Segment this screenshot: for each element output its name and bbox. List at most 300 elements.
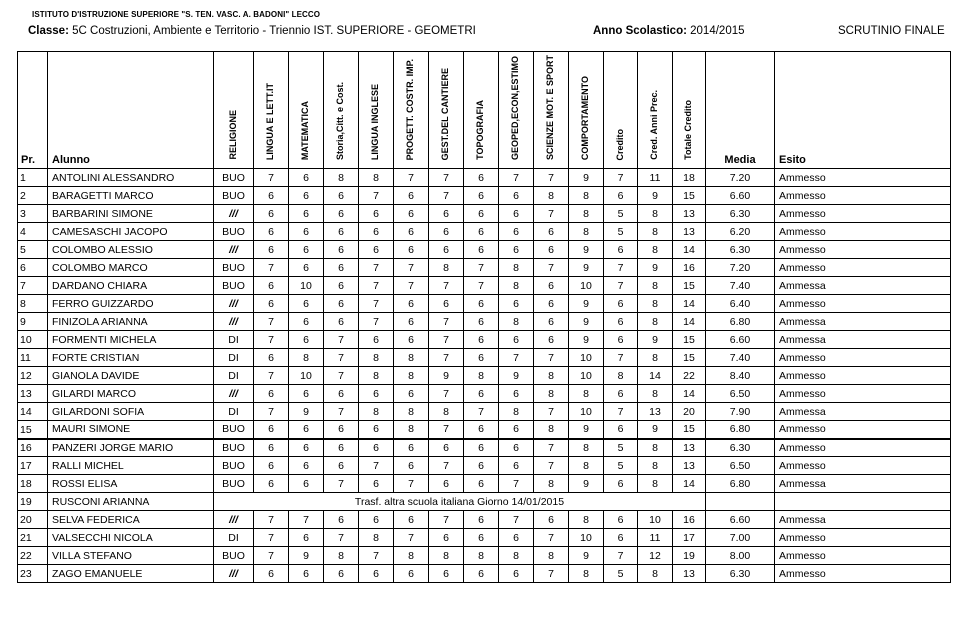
- cell-grade: 8: [289, 349, 324, 367]
- cell-media: 6.80: [706, 475, 775, 493]
- cell-grade: 9: [569, 313, 604, 331]
- cell-cred-anni-prec: 14: [638, 367, 673, 385]
- cell-grade: 8: [569, 439, 604, 457]
- cell-alunno: CAMESASCHI JACOPO: [48, 223, 214, 241]
- cell-religione: BUO: [214, 169, 254, 187]
- cell-grade: 9: [569, 547, 604, 565]
- col-header-pr: Pr.: [18, 52, 48, 169]
- cell-religione: ///: [214, 565, 254, 583]
- cell-grade: 7: [359, 547, 394, 565]
- cell-pr: 12: [18, 367, 48, 385]
- cell-grade: 6: [359, 205, 394, 223]
- cell-grade: 6: [394, 439, 429, 457]
- cell-esito: Ammesso: [775, 187, 951, 205]
- cell-grade: 9: [569, 169, 604, 187]
- cell-cred-anni-prec: 9: [638, 331, 673, 349]
- cell-grade: 6: [324, 241, 359, 259]
- cell-pr: 21: [18, 529, 48, 547]
- cell-grade: 6: [324, 187, 359, 205]
- cell-grade: 7: [534, 529, 569, 547]
- student-row: [18, 421, 951, 439]
- cell-media: 6.20: [706, 223, 775, 241]
- cell-grade: 6: [464, 295, 499, 313]
- cell-cred-anni-prec: 8: [638, 295, 673, 313]
- cell-grade: 7: [324, 367, 359, 385]
- cell-grade: 6: [499, 205, 534, 223]
- cell-grade: 6: [289, 457, 324, 475]
- cell-grade: 6: [324, 421, 359, 439]
- student-row: [18, 259, 951, 277]
- cell-grade: 8: [499, 313, 534, 331]
- cell-credito: 5: [604, 223, 638, 241]
- cell-grade: 6: [324, 313, 359, 331]
- cell-credito: 6: [604, 313, 638, 331]
- cell-grade: 6: [534, 313, 569, 331]
- cell-grade: 8: [394, 421, 429, 439]
- cell-religione: BUO: [214, 439, 254, 457]
- cell-grade: 7: [254, 529, 289, 547]
- cell-grade: 6: [254, 421, 289, 439]
- col-header-geoped: [499, 52, 534, 169]
- cell-grade: 9: [499, 367, 534, 385]
- cell-pr: 1: [18, 169, 48, 187]
- cell-grade: 6: [254, 457, 289, 475]
- cell-grade: 6: [324, 223, 359, 241]
- cell-grade: 7: [394, 169, 429, 187]
- cell-grade: 6: [359, 421, 394, 439]
- cell-grade: 6: [394, 223, 429, 241]
- student-row: [18, 295, 951, 313]
- cell-credito: 6: [604, 295, 638, 313]
- cell-grade: 7: [534, 349, 569, 367]
- cell-grade: 6: [359, 241, 394, 259]
- cell-grade: 6: [254, 349, 289, 367]
- cell-grade: 7: [429, 385, 464, 403]
- col-header-scienze-mot-label: SCIENZE MOT. E SPORT: [545, 54, 556, 160]
- cell-grade: 6: [499, 439, 534, 457]
- cell-grade: 6: [359, 475, 394, 493]
- cell-media: 6.30: [706, 205, 775, 223]
- cell-grade: 7: [289, 511, 324, 529]
- cell-grade: 7: [324, 349, 359, 367]
- cell-grade: 7: [534, 205, 569, 223]
- cell-grade: 6: [359, 511, 394, 529]
- cell-grade: 7: [534, 169, 569, 187]
- cell-grade: 6: [534, 295, 569, 313]
- cell-grade: 9: [289, 403, 324, 421]
- scrutinio-title: SCRUTINIO FINALE: [838, 25, 945, 37]
- cell-grade: 6: [359, 565, 394, 583]
- col-header-geoped-label: GEOPED,ECON,ESTIMO: [510, 55, 521, 160]
- cell-media: 7.20: [706, 169, 775, 187]
- cell-grade: 7: [534, 259, 569, 277]
- cell-totale-credito: 18: [673, 169, 706, 187]
- cell-esito: Ammesso: [775, 223, 951, 241]
- class-value: 5C Costruzioni, Ambiente e Territorio - Triennio IST. SUPERIORE - GEOMETRI: [72, 25, 476, 37]
- cell-grade: 6: [499, 241, 534, 259]
- cell-transfer-note: Trasf. altra scuola italiana Giorno 14/01/2015: [214, 493, 706, 511]
- cell-grade: 9: [569, 259, 604, 277]
- cell-grade: 7: [324, 475, 359, 493]
- cell-grade: 8: [394, 547, 429, 565]
- cell-religione: BUO: [214, 259, 254, 277]
- cell-religione: ///: [214, 313, 254, 331]
- cell-alunno: BARAGETTI MARCO: [48, 187, 214, 205]
- cell-grade: 6: [464, 511, 499, 529]
- cell-grade: 6: [254, 241, 289, 259]
- cell-grade: 8: [499, 259, 534, 277]
- cell-grade: 6: [289, 295, 324, 313]
- cell-grade: 7: [534, 439, 569, 457]
- cell-grade: 6: [289, 313, 324, 331]
- cell-grade: 6: [499, 187, 534, 205]
- student-row: [18, 313, 951, 331]
- cell-grade: 9: [569, 331, 604, 349]
- cell-media: 6.80: [706, 421, 775, 439]
- cell-media: 6.60: [706, 331, 775, 349]
- cell-grade: 6: [359, 385, 394, 403]
- cell-cred-anni-prec: 8: [638, 205, 673, 223]
- col-header-lingua-lett: [254, 52, 289, 169]
- cell-grade: 9: [569, 241, 604, 259]
- cell-grade: 7: [254, 403, 289, 421]
- cell-grade: 6: [534, 511, 569, 529]
- cell-alunno: VILLA STEFANO: [48, 547, 214, 565]
- cell-totale-credito: 22: [673, 367, 706, 385]
- cell-religione: DI: [214, 529, 254, 547]
- col-header-credito-label: Credito: [614, 128, 625, 160]
- cell-grade: 6: [324, 277, 359, 295]
- cell-media: 6.40: [706, 295, 775, 313]
- cell-grade: 6: [324, 259, 359, 277]
- cell-esito: Ammessa: [775, 313, 951, 331]
- col-header-storia: [324, 52, 359, 169]
- cell-cred-anni-prec: 8: [638, 385, 673, 403]
- cell-grade: 10: [569, 529, 604, 547]
- cell-grade: 8: [359, 349, 394, 367]
- cell-grade: 7: [359, 187, 394, 205]
- cell-grade: 6: [499, 385, 534, 403]
- col-header-inglese-label: LINGUA INGLESE: [370, 83, 381, 160]
- cell-grade: 8: [464, 367, 499, 385]
- cell-grade: 8: [534, 385, 569, 403]
- cell-grade: 7: [254, 259, 289, 277]
- cell-totale-credito: 14: [673, 475, 706, 493]
- cell-grade: 6: [499, 529, 534, 547]
- cell-alunno: PANZERI JORGE MARIO: [48, 439, 214, 457]
- cell-grade: 7: [429, 277, 464, 295]
- cell-grade: 8: [499, 547, 534, 565]
- cell-esito: Ammesso: [775, 259, 951, 277]
- cell-grade: 8: [324, 169, 359, 187]
- cell-grade: 8: [569, 565, 604, 583]
- cell-credito: 5: [604, 439, 638, 457]
- cell-esito: Ammessa: [775, 403, 951, 421]
- cell-pr: 23: [18, 565, 48, 583]
- cell-religione: BUO: [214, 277, 254, 295]
- cell-grade: 10: [569, 367, 604, 385]
- cell-grade: 10: [569, 349, 604, 367]
- cell-grade: 6: [254, 475, 289, 493]
- cell-grade: 6: [324, 565, 359, 583]
- cell-cred-anni-prec: 8: [638, 349, 673, 367]
- cell-religione: ///: [214, 295, 254, 313]
- cell-grade: 6: [464, 169, 499, 187]
- cell-grade: 6: [324, 457, 359, 475]
- cell-grade: 6: [464, 565, 499, 583]
- cell-religione: BUO: [214, 223, 254, 241]
- cell-grade: 6: [499, 565, 534, 583]
- cell-credito: 6: [604, 529, 638, 547]
- cell-grade: 8: [359, 529, 394, 547]
- student-row: [18, 493, 951, 511]
- cell-cred-anni-prec: 13: [638, 403, 673, 421]
- student-row: [18, 565, 951, 583]
- cell-cred-anni-prec: 8: [638, 475, 673, 493]
- cell-grade: 7: [464, 277, 499, 295]
- cell-cred-anni-prec: 10: [638, 511, 673, 529]
- cell-grade: 10: [289, 277, 324, 295]
- cell-credito: 6: [604, 475, 638, 493]
- cell-religione: DI: [214, 367, 254, 385]
- cell-grade: 7: [499, 475, 534, 493]
- cell-esito: [775, 493, 951, 511]
- cell-grade: 6: [499, 421, 534, 439]
- cell-grade: 9: [289, 547, 324, 565]
- class-label: Classe:: [28, 25, 69, 37]
- student-row: [18, 169, 951, 187]
- cell-credito: 6: [604, 511, 638, 529]
- cell-religione: DI: [214, 403, 254, 421]
- cell-grade: 6: [464, 313, 499, 331]
- col-header-cred-anni-prec-label: Cred. Anni Prec.: [649, 90, 660, 160]
- cell-grade: 8: [569, 187, 604, 205]
- cell-grade: 7: [394, 475, 429, 493]
- cell-grade: 7: [499, 349, 534, 367]
- cell-alunno: DARDANO CHIARA: [48, 277, 214, 295]
- student-row: [18, 205, 951, 223]
- cell-media: 7.40: [706, 349, 775, 367]
- cell-grade: 8: [394, 349, 429, 367]
- cell-esito: Ammessa: [775, 511, 951, 529]
- cell-pr: 20: [18, 511, 48, 529]
- cell-grade: 8: [429, 547, 464, 565]
- cell-pr: 15: [18, 421, 48, 439]
- cell-totale-credito: 13: [673, 223, 706, 241]
- col-header-inglese: [359, 52, 394, 169]
- cell-cred-anni-prec: 11: [638, 169, 673, 187]
- cell-pr: 19: [18, 493, 48, 511]
- cell-grade: 10: [569, 277, 604, 295]
- col-header-esito: Esito: [775, 52, 951, 169]
- cell-religione: ///: [214, 205, 254, 223]
- cell-media: 7.90: [706, 403, 775, 421]
- cell-grade: 6: [394, 295, 429, 313]
- cell-grade: 6: [499, 457, 534, 475]
- cell-grade: 8: [534, 475, 569, 493]
- cell-totale-credito: 13: [673, 205, 706, 223]
- cell-religione: DI: [214, 349, 254, 367]
- cell-credito: 6: [604, 385, 638, 403]
- cell-media: [706, 493, 775, 511]
- cell-credito: 5: [604, 565, 638, 583]
- cell-grade: 6: [289, 385, 324, 403]
- cell-grade: 8: [534, 547, 569, 565]
- school-year-info: [593, 25, 745, 37]
- cell-grade: 6: [289, 565, 324, 583]
- col-header-religione: [214, 52, 254, 169]
- cell-cred-anni-prec: 9: [638, 421, 673, 439]
- cell-credito: 7: [604, 169, 638, 187]
- cell-esito: Ammesso: [775, 547, 951, 565]
- cell-esito: Ammesso: [775, 529, 951, 547]
- cell-cred-anni-prec: 8: [638, 313, 673, 331]
- cell-grade: 6: [464, 349, 499, 367]
- cell-pr: 10: [18, 331, 48, 349]
- cell-grade: 6: [429, 205, 464, 223]
- cell-pr: 11: [18, 349, 48, 367]
- cell-grade: 6: [429, 475, 464, 493]
- cell-grade: 8: [359, 367, 394, 385]
- cell-alunno: GIANOLA DAVIDE: [48, 367, 214, 385]
- cell-alunno: COLOMBO MARCO: [48, 259, 214, 277]
- cell-media: 6.50: [706, 385, 775, 403]
- cell-grade: 8: [429, 259, 464, 277]
- cell-grade: 6: [394, 457, 429, 475]
- cell-esito: Ammessa: [775, 331, 951, 349]
- cell-credito: 6: [604, 331, 638, 349]
- cell-grade: 6: [464, 475, 499, 493]
- cell-grade: 10: [289, 367, 324, 385]
- cell-alunno: COLOMBO ALESSIO: [48, 241, 214, 259]
- col-header-scienze-mot: [534, 52, 569, 169]
- cell-grade: 6: [429, 223, 464, 241]
- cell-grade: 6: [429, 241, 464, 259]
- cell-grade: 7: [254, 331, 289, 349]
- cell-pr: 16: [18, 439, 48, 457]
- col-header-cred-anni-prec: [638, 52, 673, 169]
- cell-grade: 8: [569, 457, 604, 475]
- cell-pr: 18: [18, 475, 48, 493]
- student-row: [18, 439, 951, 457]
- cell-cred-anni-prec: 8: [638, 223, 673, 241]
- cell-grade: 6: [324, 205, 359, 223]
- cell-grade: 6: [429, 439, 464, 457]
- cell-alunno: RUSCONI ARIANNA: [48, 493, 214, 511]
- student-row: [18, 277, 951, 295]
- cell-grade: 7: [359, 313, 394, 331]
- student-row: [18, 349, 951, 367]
- cell-media: 6.30: [706, 565, 775, 583]
- cell-grade: 6: [429, 529, 464, 547]
- cell-grade: 7: [324, 403, 359, 421]
- col-header-topografia: [464, 52, 499, 169]
- student-row: [18, 385, 951, 403]
- cell-media: 7.40: [706, 277, 775, 295]
- cell-grade: 6: [534, 331, 569, 349]
- cell-grade: 8: [359, 169, 394, 187]
- cell-religione: DI: [214, 331, 254, 349]
- cell-grade: 6: [464, 457, 499, 475]
- cell-esito: Ammesso: [775, 457, 951, 475]
- cell-grade: 6: [394, 331, 429, 349]
- cell-grade: 6: [534, 241, 569, 259]
- cell-grade: 8: [534, 187, 569, 205]
- cell-grade: 8: [464, 547, 499, 565]
- student-row: [18, 223, 951, 241]
- col-header-progett-label: PROGETT. COSTR. IMP.: [405, 58, 416, 160]
- cell-grade: 8: [429, 403, 464, 421]
- cell-grade: 8: [534, 367, 569, 385]
- cell-grade: 7: [359, 259, 394, 277]
- cell-pr: 13: [18, 385, 48, 403]
- col-header-matematica-label: MATEMATICA: [300, 100, 311, 160]
- cell-totale-credito: 15: [673, 277, 706, 295]
- cell-grade: 7: [359, 457, 394, 475]
- student-row: [18, 547, 951, 565]
- col-header-totale-credito-label: Totale Credito: [683, 100, 694, 160]
- cell-grade: 6: [254, 295, 289, 313]
- cell-alunno: GILARDONI SOFIA: [48, 403, 214, 421]
- cell-grade: 6: [324, 385, 359, 403]
- cell-totale-credito: 14: [673, 241, 706, 259]
- cell-credito: 5: [604, 205, 638, 223]
- cell-grade: 7: [429, 457, 464, 475]
- cell-grade: 6: [499, 295, 534, 313]
- cell-pr: 7: [18, 277, 48, 295]
- cell-grade: 6: [429, 295, 464, 313]
- cell-grade: 6: [289, 223, 324, 241]
- cell-grade: 6: [429, 565, 464, 583]
- cell-grade: 6: [289, 205, 324, 223]
- cell-grade: 6: [289, 259, 324, 277]
- cell-esito: Ammesso: [775, 295, 951, 313]
- cell-cred-anni-prec: 8: [638, 277, 673, 295]
- cell-grade: 8: [324, 547, 359, 565]
- cell-grade: 10: [569, 403, 604, 421]
- col-header-storia-label: Storia,Citt. e Cost.: [335, 81, 346, 160]
- cell-media: 6.30: [706, 241, 775, 259]
- school-name: ISTITUTO D'ISTRUZIONE SUPERIORE "S. TEN. VASC. A. BADONI" LECCO: [32, 10, 321, 19]
- cell-esito: Ammesso: [775, 241, 951, 259]
- student-row: [18, 403, 951, 421]
- cell-grade: 6: [324, 295, 359, 313]
- student-row: [18, 241, 951, 259]
- col-header-credito: [604, 52, 638, 169]
- cell-credito: 6: [604, 187, 638, 205]
- cell-religione: BUO: [214, 421, 254, 439]
- cell-alunno: FERRO GUIZZARDO: [48, 295, 214, 313]
- cell-alunno: SELVA FEDERICA: [48, 511, 214, 529]
- cell-esito: Ammesso: [775, 385, 951, 403]
- cell-grade: 8: [394, 367, 429, 385]
- cell-esito: Ammesso: [775, 439, 951, 457]
- cell-pr: 5: [18, 241, 48, 259]
- cell-cred-anni-prec: 11: [638, 529, 673, 547]
- cell-pr: 8: [18, 295, 48, 313]
- cell-religione: BUO: [214, 457, 254, 475]
- cell-religione: BUO: [214, 475, 254, 493]
- cell-esito: Ammessa: [775, 277, 951, 295]
- cell-alunno: ZAGO EMANUELE: [48, 565, 214, 583]
- cell-grade: 6: [394, 241, 429, 259]
- cell-grade: 8: [499, 277, 534, 295]
- cell-grade: 6: [254, 439, 289, 457]
- col-header-gest-cantiere-label: GEST.DEL CANTIERE: [440, 67, 451, 160]
- cell-grade: 7: [429, 349, 464, 367]
- cell-grade: 6: [464, 241, 499, 259]
- cell-cred-anni-prec: 9: [638, 187, 673, 205]
